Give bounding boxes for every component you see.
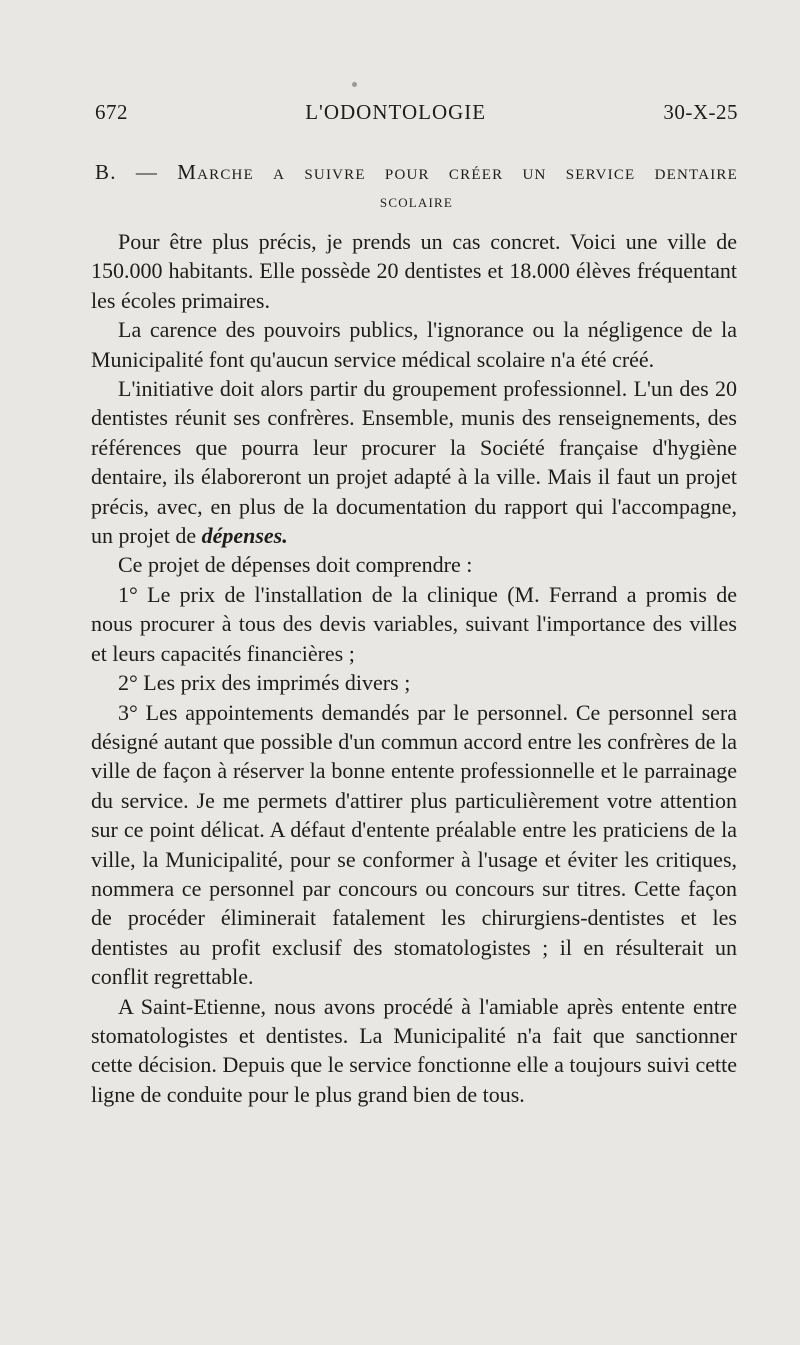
paragraph-2: La carence des pouvoirs publics, l'ignorance ou la négligence de la Municipalité font qu'aucun service médical scolaire n'a été créé. bbox=[91, 317, 737, 372]
section-heading-line2: scolaire bbox=[379, 191, 454, 212]
page-number: 672 bbox=[95, 100, 128, 124]
paragraph-3 bbox=[91, 374, 737, 550]
decorative-dot bbox=[352, 82, 357, 87]
list-item-3: 3° Les appointements demandés par le personnel. Ce personnel sera désigné autant que possible d'un commun accord entre les confrères de la ville de façon à réserver la bonne entente professionnelle et le parrainage du service. Je me permets d'attirer plus particulièrement votre attention sur ce point délicat. A défaut d'entente préalable entre les praticiens de la ville, la Municipalité, pour se conformer à l'usage et éviter les critiques, nommera ce personnel par concours ou concours sur titres. Cette façon de procéder éliminerait fatalement les chirurgiens-dentistes et les dentistes au profit exclusif des stomatologistes ; il en résulterait un conflit regrettable. bbox=[91, 699, 737, 990]
journal-title: L'ODONTOLOGIE bbox=[305, 100, 487, 124]
paragraph-8: A Saint-Etienne, nous avons procédé à l'amiable après entente entre stomatologistes et dentistes. La Municipalité n'a fait que sanctionner cette décision. Depuis que le service fonctionne elle a toujours suivi cette ligne de conduite pour le plus grand bien de tous. bbox=[91, 993, 737, 1107]
list-item-1: 1° Le prix de l'installation de la clinique (M. Ferrand a promis de nous procurer à tous des devis variables, suivant l'importance des villes et leurs capacités financières ; bbox=[91, 581, 737, 666]
issue-date: 30-X-25 bbox=[663, 100, 738, 124]
body-text bbox=[91, 227, 737, 1109]
list-item-2: 2° Les prix des imprimés divers ; bbox=[118, 670, 411, 696]
section-heading bbox=[95, 157, 738, 217]
running-header bbox=[95, 100, 738, 125]
paragraph-4: Ce projet de dépenses doit comprendre : bbox=[118, 552, 473, 578]
section-heading-line1: B. — Marche a suivre pour créer un service dentaire bbox=[95, 160, 738, 184]
emphasis-depenses: dépenses. bbox=[201, 523, 288, 549]
paragraph-1: Pour être plus précis, je prends un cas concret. Voici une ville de 150.000 habitants. Elle possède 20 dentistes et 18.000 élèves fréquentant les écoles primaires. bbox=[91, 229, 737, 313]
paragraph-3-text: L'initiative doit alors partir du groupement professionnel. L'un des 20 dentistes réunit ses confrères. Ensemble, munis des renseignements, des références que pourra leur procurer la Société française d'hygiène dentaire, ils élaboreront un projet adapté à la ville. Mais il faut un projet précis, avec, en plus de la documentation du rapport qui l'accompagne, un projet de bbox=[91, 376, 737, 549]
